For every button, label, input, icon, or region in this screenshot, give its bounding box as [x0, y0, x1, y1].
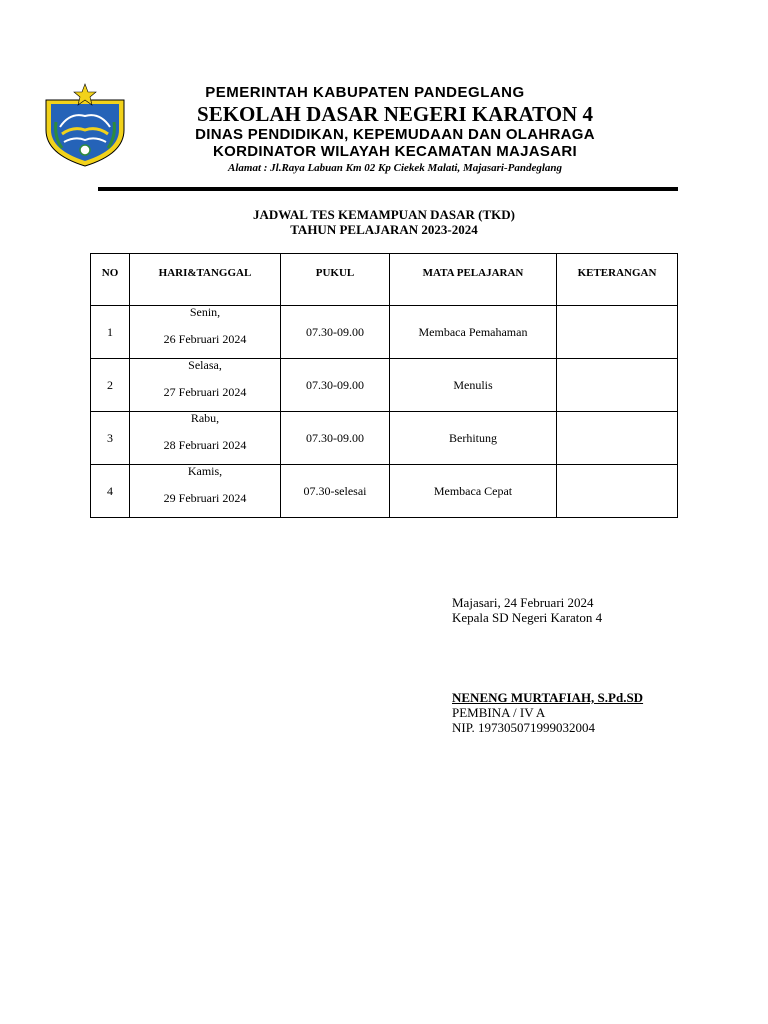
row-subject: Membaca Cepat	[390, 465, 557, 518]
letterhead-coordinator: KORDINATOR WILAYAH KECAMATAN MAJASARI	[213, 143, 577, 160]
header-day-date: HARI&TANGGAL	[130, 254, 281, 306]
row-day: Selasa,	[188, 358, 222, 372]
row-no: 1	[91, 306, 130, 359]
row-date: 26 Februari 2024	[163, 332, 247, 346]
row-time: 07.30-selesai	[281, 465, 390, 518]
letterhead-school-name: SEKOLAH DASAR NEGERI KARATON 4	[197, 102, 593, 126]
table-row	[91, 306, 678, 359]
header-note: KETERANGAN	[557, 254, 678, 306]
signature-place-date: Majasari, 24 Februari 2024	[452, 595, 594, 610]
document-title	[90, 207, 678, 237]
row-date: 27 Februari 2024	[163, 385, 247, 399]
signature-block	[452, 595, 643, 735]
letterhead-divider	[98, 187, 678, 191]
row-subject: Menulis	[390, 359, 557, 412]
letterhead	[130, 84, 660, 175]
row-day: Rabu,	[190, 411, 220, 425]
letterhead-department: DINAS PENDIDIKAN, KEPEMUDAAN DAN OLAHRAGA	[195, 126, 595, 143]
row-subject: Membaca Pemahaman	[390, 306, 557, 359]
table-row	[91, 412, 678, 465]
table-header-row	[91, 254, 678, 306]
row-day-date	[130, 306, 281, 359]
header-no: NO	[91, 254, 130, 306]
row-day-date	[130, 412, 281, 465]
row-no: 4	[91, 465, 130, 518]
row-day: Kamis,	[187, 464, 223, 478]
table-row	[91, 465, 678, 518]
row-day: Senin,	[189, 305, 221, 319]
row-no: 2	[91, 359, 130, 412]
letterhead-address: Alamat : Jl.Raya Labuan Km 02 Kp Ciekek Malati, Majasari-Pandeglang	[228, 162, 562, 174]
signatory-rank: PEMBINA / IV A	[452, 705, 546, 720]
header-subject: MATA PELAJARAN	[390, 254, 557, 306]
document-title-line2: TAHUN PELAJARAN 2023-2024	[290, 222, 478, 237]
header-time: PUKUL	[281, 254, 390, 306]
row-subject: Berhitung	[390, 412, 557, 465]
row-time: 07.30-09.00	[281, 412, 390, 465]
document-title-line1: JADWAL TES KEMAMPUAN DASAR (TKD)	[253, 207, 515, 222]
row-date: 29 Februari 2024	[163, 491, 247, 505]
schedule-table	[90, 253, 678, 518]
row-date: 28 Februari 2024	[163, 438, 247, 452]
row-note	[557, 465, 678, 518]
row-note	[557, 359, 678, 412]
letterhead-government: PEMERINTAH KABUPATEN PANDEGLANG	[205, 84, 525, 101]
row-day-date	[130, 359, 281, 412]
signatory-name: NENENG MURTAFIAH, S.Pd.SD	[452, 690, 644, 705]
row-day-date	[130, 465, 281, 518]
signatory-nip: NIP. 197305071999032004	[452, 720, 596, 735]
row-time: 07.30-09.00	[281, 306, 390, 359]
row-time: 07.30-09.00	[281, 359, 390, 412]
row-no: 3	[91, 412, 130, 465]
table-row	[91, 359, 678, 412]
signature-position: Kepala SD Negeri Karaton 4	[452, 610, 603, 625]
row-note	[557, 306, 678, 359]
row-note	[557, 412, 678, 465]
